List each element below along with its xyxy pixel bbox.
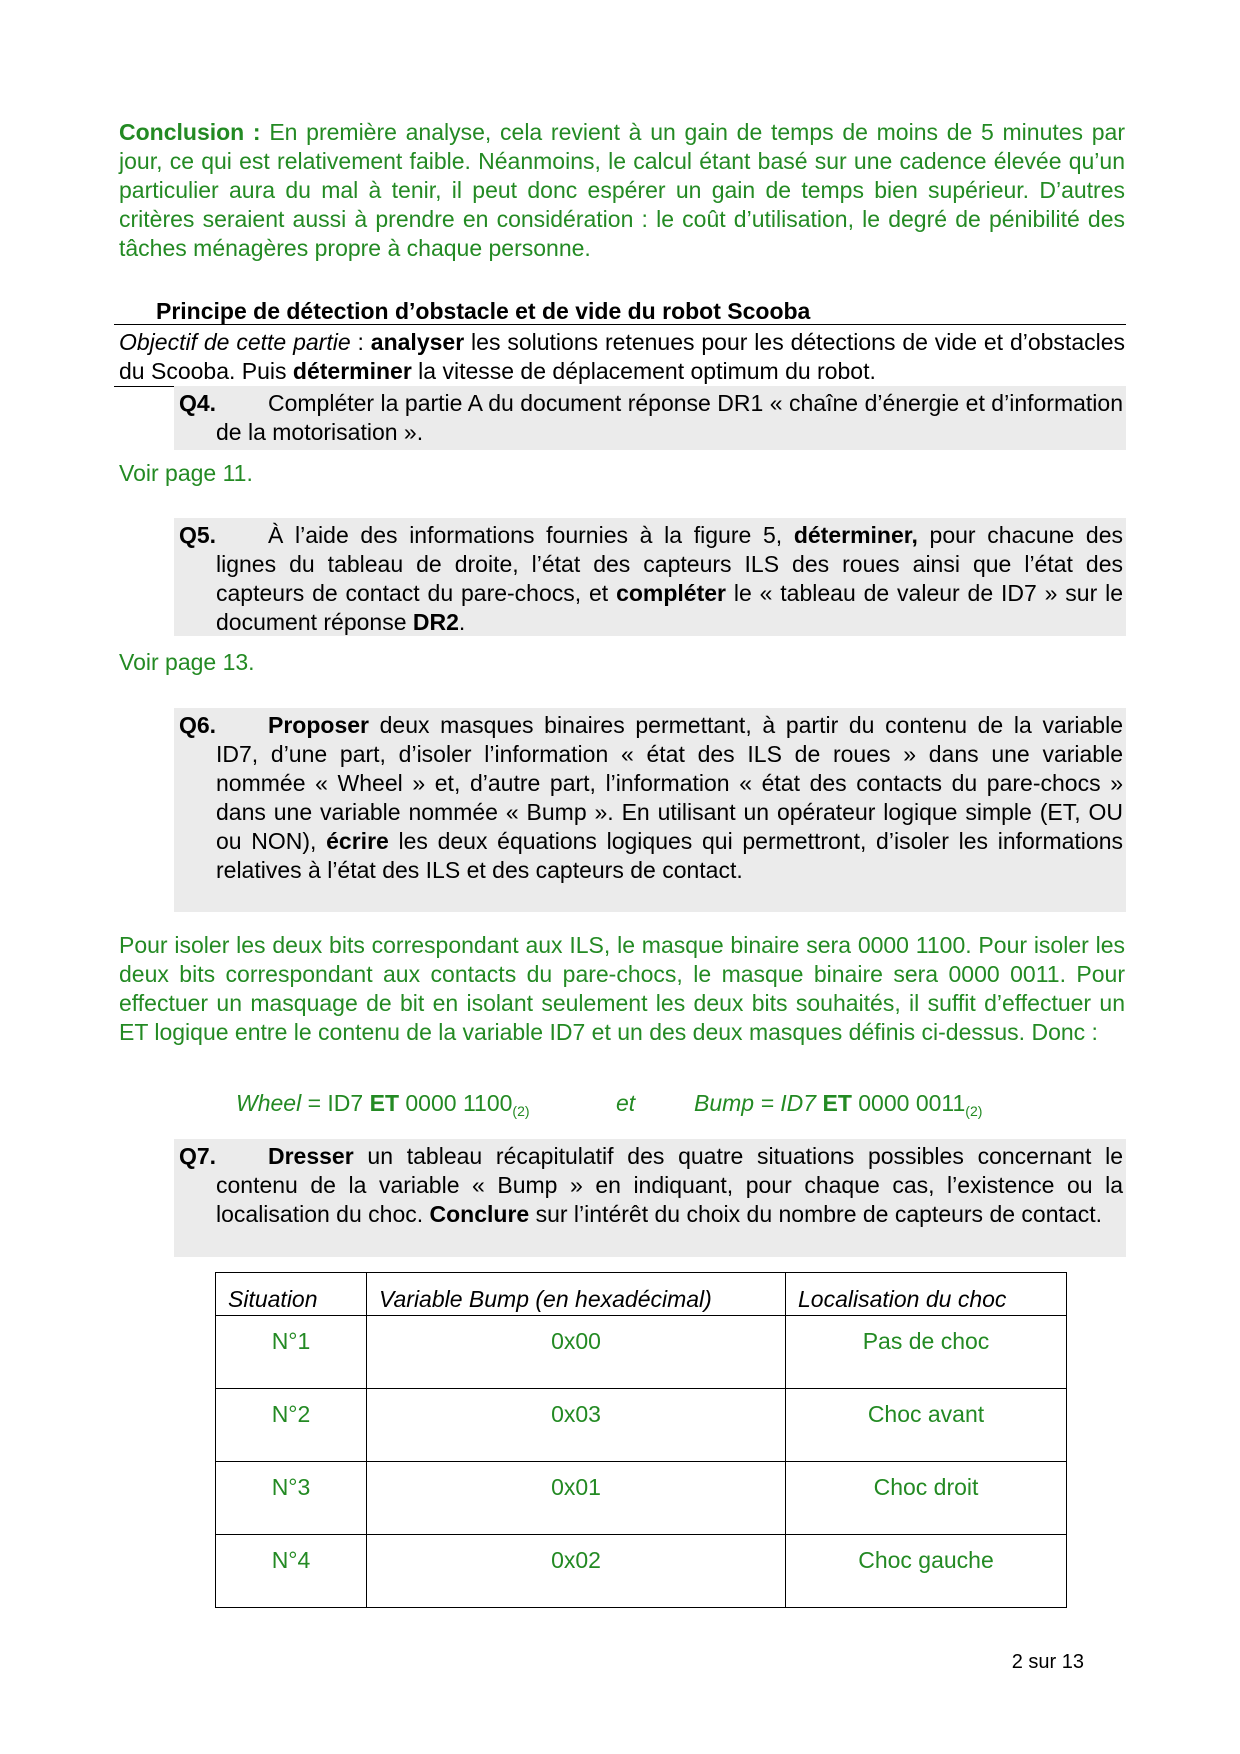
q5-text <box>216 521 1126 637</box>
cell-bump: 0x03 <box>367 1389 786 1462</box>
table-header-row <box>216 1273 1067 1316</box>
objective-sep: : <box>350 329 371 355</box>
q6-bold-ecrire: écrire <box>326 828 389 854</box>
conclusion-paragraph <box>119 118 1125 263</box>
header-localisation: Localisation du choc <box>786 1273 1067 1316</box>
objective-verb-determiner: déterminer <box>292 358 412 384</box>
q4-text: Compléter la partie A du document réponse DR1 « chaîne d’énergie et d’information de la motorisation ». <box>216 390 1123 445</box>
equation-bump-base: (2) <box>965 1103 983 1119</box>
equation-bump <box>694 1088 982 1126</box>
page-number: 2 sur 13 <box>1011 1651 1084 1673</box>
cell-situation: N°3 <box>216 1462 367 1535</box>
q5-text-3: le « tableau de valeur de ID7 » sur le document réponse <box>216 580 1124 635</box>
equation-wheel-var: Wheel <box>236 1090 302 1116</box>
cell-situation: N°2 <box>216 1389 367 1462</box>
q7-bold-conclure: Conclure <box>429 1201 530 1227</box>
q5-number: Q5. <box>179 522 217 548</box>
equation-wheel-op: ET <box>369 1090 399 1116</box>
header-bump-hex: Variable Bump (en hexadécimal) <box>367 1273 786 1316</box>
cell-situation: N°1 <box>216 1316 367 1389</box>
q7-bold-dresser: Dresser <box>268 1143 354 1169</box>
q5-text-4: . <box>458 609 466 635</box>
equation-wheel-mask: 0000 1100 <box>399 1090 513 1116</box>
objective-verb-analyser: analyser <box>370 329 465 355</box>
section-title: Principe de détection d’obstacle et de vide du robot Scooba <box>156 298 811 324</box>
q6-text-1: deux masques binaires permettant, à partir du contenu de la variable ID7, d’une part, d’isoler l’information « état des ILS de roues » dans une variable nommée « Wheel » et, d’autre part, l’information « état des contacts du pare-chocs » dans une variable nommée « Bump ». En utilisant un opérateur logique simple (ET, OU ou NON), <box>216 712 1123 854</box>
q5-answer: Voir page 13. <box>119 649 255 675</box>
conclusion-label: Conclusion : <box>119 119 261 145</box>
equation-et-text: et <box>616 1090 636 1116</box>
cell-bump: 0x01 <box>367 1462 786 1535</box>
question-q6 <box>174 708 1126 912</box>
equation-wheel <box>236 1088 530 1126</box>
q4-answer: Voir page 11. <box>119 460 253 486</box>
q7-number: Q7. <box>179 1143 217 1169</box>
equation-wheel-base: (2) <box>512 1103 530 1119</box>
objective-text-2: la vitesse de déplacement optimum du robot. <box>411 358 876 384</box>
table-row <box>216 1535 1067 1608</box>
table-row <box>216 1316 1067 1389</box>
question-q4 <box>174 386 1126 450</box>
cell-situation: N°4 <box>216 1535 367 1608</box>
table-row <box>216 1462 1067 1535</box>
bump-summary-table <box>215 1272 1067 1608</box>
q6-answer: Pour isoler les deux bits correspondant aux ILS, le masque binaire sera 0000 1100. Pour isoler les deux bits correspondant aux contacts du pare-chocs, le masque binaire sera 0000 0011. Pour effectuer un masquage de bit en isolant seulement les deux bits souhaités, il suffit d’effectuer un ET logique entre le contenu de la variable ID7 et un des deux masques définis ci-dessus. Donc : <box>119 932 1125 1045</box>
table-row <box>216 1389 1067 1462</box>
cell-localisation: Pas de choc <box>786 1316 1067 1389</box>
q4-number: Q4. <box>179 390 217 416</box>
cell-localisation: Choc avant <box>786 1389 1067 1462</box>
q6-text-2: les deux équations logiques qui permettront, d’isoler les informations relatives à l’état des ILS et des capteurs de contact. <box>216 828 1123 883</box>
question-q5 <box>174 518 1126 636</box>
q6-number: Q6. <box>179 712 217 738</box>
objective-label: Objectif de cette partie <box>119 329 351 355</box>
equation-et <box>616 1088 635 1118</box>
conclusion-text: En première analyse, cela revient à un gain de temps de moins de 5 minutes par jour, ce qui est relativement faible. Néanmoins, le calcul étant basé sur une cadence élevée qu’un particulier aura du mal à tenir, il peut donc espérer un gain de temps bien supérieur. D’autres critères seraient aussi à prendre en considération : le coût d’utilisation, le degré de pénibilité des tâches ménagères propre à chaque personne. <box>119 119 1125 261</box>
equation-wheel-eq: = ID7 <box>301 1090 370 1116</box>
q5-bold-dr2: DR2 <box>412 609 459 635</box>
equation-bump-mask: 0000 0011 <box>851 1090 966 1116</box>
q6-bold-proposer: Proposer <box>268 712 369 738</box>
q7-text-2: sur l’intérêt du choix du nombre de capteurs de contact. <box>529 1201 1102 1227</box>
q7-text-1: un tableau récapitulatif des quatre situations possibles concernant le contenu de la variable « Bump » en indiquant, pour chaque cas, l’existence ou la localisation du choc. <box>216 1143 1123 1227</box>
cell-localisation: Choc gauche <box>786 1535 1067 1608</box>
q5-text-1: À l’aide des informations fournies à la figure 5, <box>268 522 794 548</box>
objective-text-1: les solutions retenues pour les détections de vide et d’obstacles du Scooba. Puis <box>119 329 1126 384</box>
q5-text-2: pour chacune des lignes du tableau de droite, l’état des capteurs ILS des roues ainsi que l’état des capteurs de contact du pare-chocs, et <box>216 522 1123 606</box>
equation-bump-op: ET <box>822 1090 852 1116</box>
header-situation: Situation <box>216 1273 367 1316</box>
equation-bump-lhs: Bump = ID7 <box>694 1090 817 1116</box>
q5-bold-determiner: déterminer, <box>793 522 918 548</box>
question-q7 <box>174 1139 1126 1257</box>
q6-text <box>216 711 1126 885</box>
q7-text <box>216 1142 1126 1229</box>
cell-bump: 0x02 <box>367 1535 786 1608</box>
q5-bold-completer: compléter <box>616 580 726 606</box>
section-rule-top <box>114 324 1126 325</box>
cell-localisation: Choc droit <box>786 1462 1067 1535</box>
objective-paragraph <box>119 328 1125 386</box>
cell-bump: 0x00 <box>367 1316 786 1389</box>
